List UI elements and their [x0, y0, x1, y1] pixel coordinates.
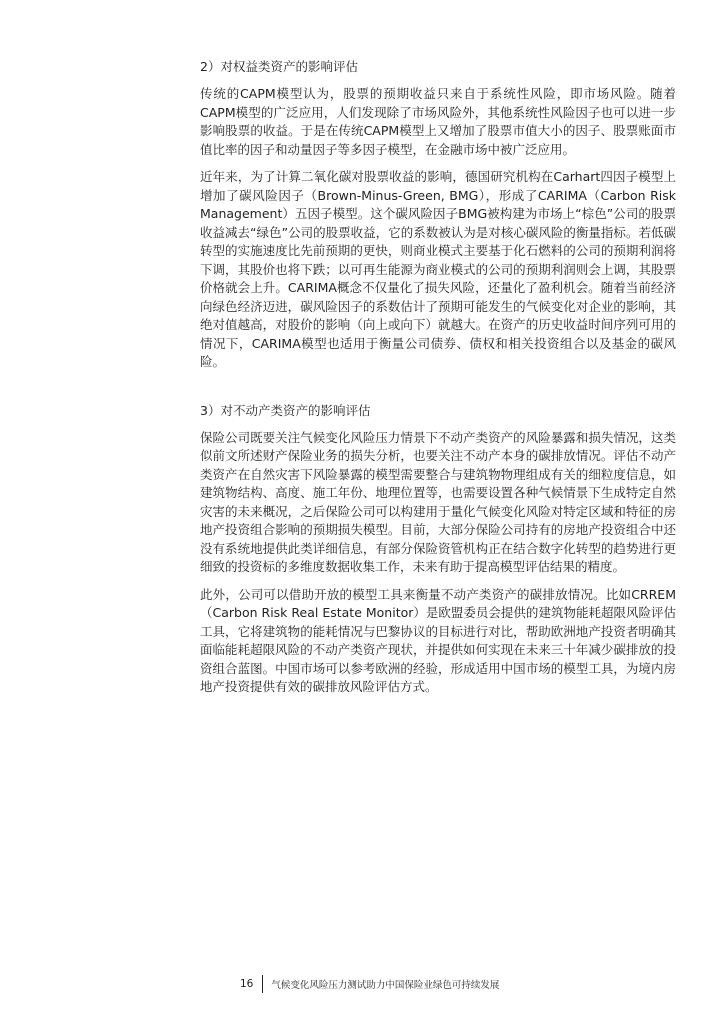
section-heading: 3）对不动产类资产的影响评估: [200, 402, 371, 418]
paragraph: 近年来，为了计算二氧化碳对股票收益的影响，德国研究机构在Carhart四因子模型上增加了碳风险因子（Brown-Minus-Green, BMG），形成了CARIMA（Carbon Risk Management）五因子模型。这个碳风险因子BMG被构建为市场上“棕色”公司的股票收益减去“绿色”公司的股票收益，它的系数被认为是对核心碳风险的衡量指标。若低碳转型的实施速度比先前预期的更快，则商业模式主要基于化石燃料的公司的预期利润将下调，其股价也将下跌；以可再生能源为商业模式的公司的预期利润则会上调，其股票价格就会上升。CARIMA概念不仅量化了损失风险，还量化了盈利机会。随着当前经济向绿色经济迈进，碳风险因子的系数估计了预期可能发生的气候变化对企业的影响，其绝对值越高，对股价的影响（向上或向下）就越大。在资产的历史收益时间序列可用的情况下，CARIMA模型也适用于衡量公司债券、债权和相关投资组合以及基金的碳风险。: [200, 169, 676, 369]
paragraph: 保险公司既要关注气候变化风险压力情景下不动产类资产的风险暴露和损失情况，这类似前文所述财产保险业务的损失分析，也要关注不动产本身的碳排放情况。评估不动产类资产在自然灾害下风险暴露的模型需要整合与建筑物物理组成有关的细粒度信息，如建筑物结构、高度、施工年份、地理位置等，也需要设置各种气候情景下生成特定自然灾害的未来概况，之后保险公司可以构建用于量化气候变化风险对特定区域和特征的房地产投资组合影响的预期损失模型。目前，大部分保险公司持有的房地产投资组合中还没有系统地提供此类详细信息，有部分保险资管机构正在结合数字化转型的趋势进行更细致的投资标的多维度数据收集工作，未来有助于提高模型评估结果的精度。: [200, 429, 676, 574]
section-equity-assets: [200, 58, 676, 372]
paragraph: 此外，公司可以借助开放的模型工具来衡量不动产类资产的碳排放情况。比如CRREM（Carbon Risk Real Estate Monitor）是欧盟委员会提供的建筑物能耗超限风险评估工具，它将建筑物的能耗情况与巴黎协议的目标进行对比，帮助欧洲地产投资者明确其面临能耗超限风险的不动产类资产现状，并提供如何实现在未来三十年减少碳排放的投资组合蓝图。中国市场可以参考欧洲的经验，形成适用中国市场的模型工具，为境内房地产投资提供有效的碳排放风险评估方式。: [200, 586, 676, 694]
section-heading: 2）对权益类资产的影响评估: [200, 59, 358, 74]
footer-divider: [262, 975, 263, 993]
document-body: [200, 58, 676, 706]
page-number: 16: [240, 978, 254, 990]
paragraph: 传统的CAPM模型认为，股票的预期收益只来自于系统性风险，即市场风险。随着CAPM模型的广泛应用，人们发现除了市场风险外，其他系统性风险因子也可以进一步影响股票的收益。于是在传统CAPM模型上又增加了股票市值大小的因子、股票账面市值比率的因子和动量因子等多因子模型，在金融市场中被广泛应用。: [200, 86, 676, 157]
document-title: 气候变化风险压力测试助力中国保险业绿色可持续发展: [271, 980, 500, 991]
section-real-estate-assets: [200, 402, 676, 697]
page-footer: [240, 974, 499, 994]
